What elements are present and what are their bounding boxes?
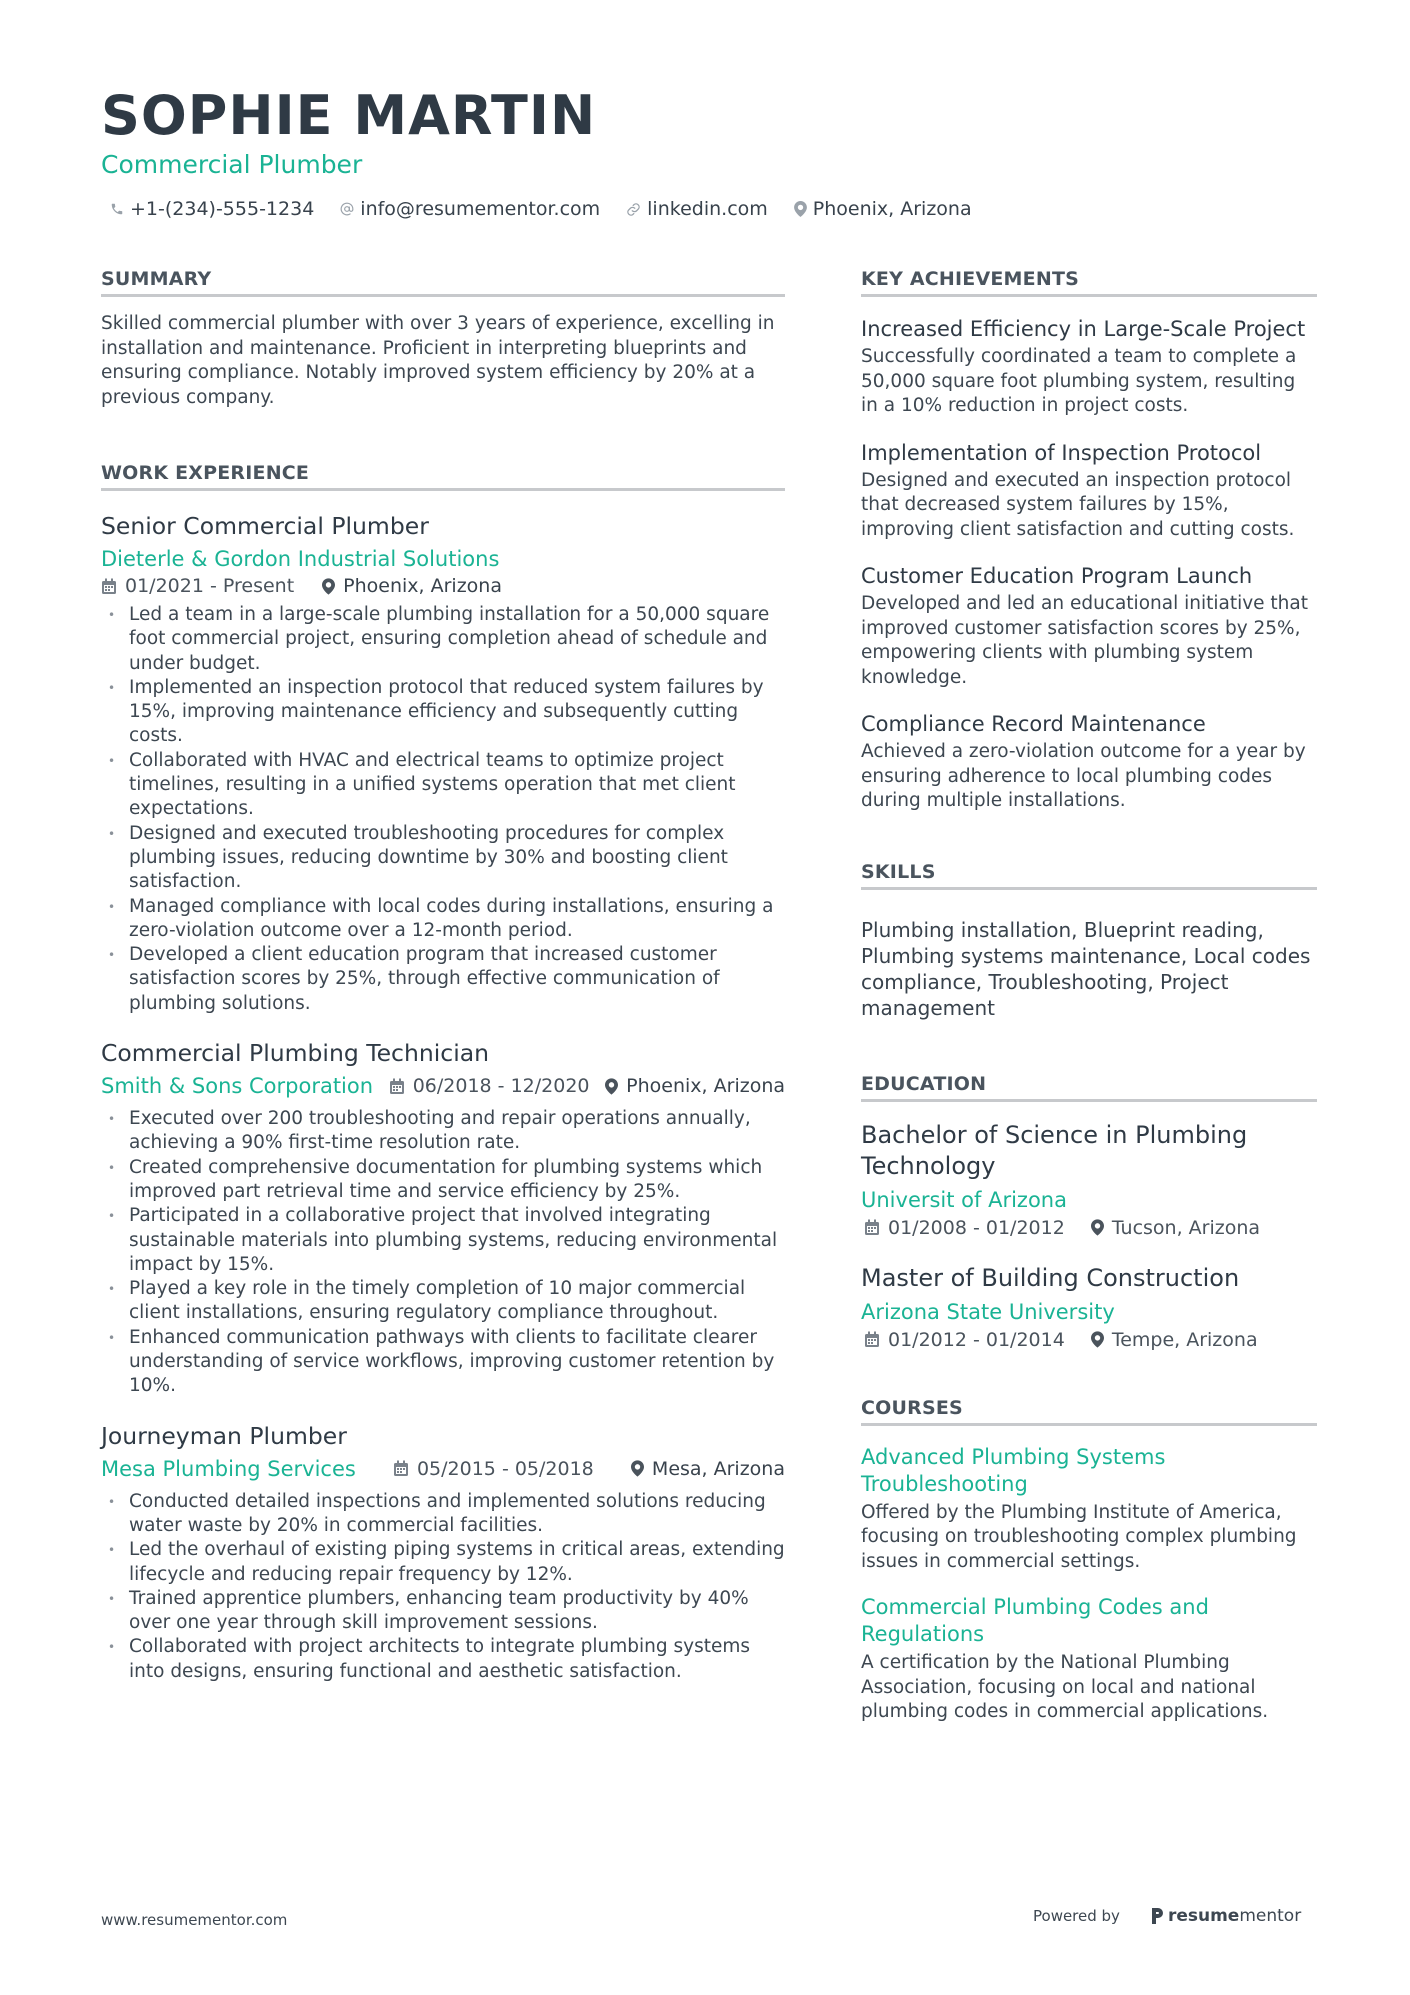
phone-text: +1-(234)-555-1234 (130, 198, 315, 220)
degree-title: Bachelor of Science in Plumbing Technology (861, 1120, 1248, 1180)
education-item (861, 1263, 1317, 1351)
contact-bar (110, 198, 998, 220)
map-pin-icon (1091, 1331, 1104, 1348)
education-dates-text: 01/2008 - 01/2012 (888, 1216, 1065, 1239)
job-entry (101, 1421, 785, 1684)
job-dates (393, 1458, 594, 1480)
bullet-item: • Participated in a collaborative project that involved integrating sustainable materials into plumbing systems, reducing environmental impact by 15%. (101, 1204, 785, 1277)
education-meta (861, 1217, 1317, 1239)
achievement-title: Increased Efficiency in Large-Scale Project (861, 317, 1306, 341)
calendar-icon (101, 578, 117, 595)
contact-linkedin[interactable] (626, 198, 768, 220)
resumementor-logo-icon (1150, 1906, 1164, 1926)
achievement-title: Implementation of Inspection Protocol (861, 440, 1262, 465)
brand-bold: resume (1167, 1906, 1240, 1926)
courses-heading: COURSES (861, 1397, 1317, 1426)
course-item (861, 1444, 1317, 1575)
course-title: Advanced Plumbing Systems Troubleshooting (861, 1444, 1166, 1496)
education-dates-text: 01/2012 - 01/2014 (888, 1328, 1065, 1351)
course-item (861, 1594, 1317, 1725)
bullet-item: • Led a team in a large-scale plumbing installation for a 50,000 square foot commercial project, ensuring completion ahead of schedule and under budget. (101, 603, 785, 676)
job-location (322, 575, 502, 597)
map-pin-icon (631, 1460, 644, 1477)
courses-section (861, 1397, 1317, 1725)
achievement-text: Designed and executed an inspection protocol that decreased system failures by 15%, improving client satisfaction and cutting costs. (861, 469, 1295, 540)
company-name: Dieterle & Gordon Industrial Solutions (101, 547, 500, 571)
key-achievements-heading: KEY ACHIEVEMENTS (861, 268, 1317, 297)
degree-title: Master of Building Construction (861, 1263, 1240, 1292)
company-name: Mesa Plumbing Services (101, 1456, 356, 1481)
skills-heading: SKILLS (861, 861, 1317, 890)
job-title: Commercial Plumbing Technician (101, 1039, 490, 1068)
job-meta (101, 575, 785, 597)
at-icon (340, 202, 354, 216)
course-title: Commercial Plumbing Codes and Regulations (861, 1595, 1209, 1646)
job-meta (101, 1071, 785, 1101)
education-location-text: Tempe, Arizona (1111, 1328, 1258, 1351)
job-title: Senior Commercial Plumber (101, 512, 429, 540)
work-experience-heading: WORK EXPERIENCE (101, 462, 785, 491)
brand-logo[interactable] (1150, 1906, 1301, 1926)
powered-by-label: Powered by (1033, 1907, 1120, 1925)
skills-text: Plumbing installation, Blueprint reading, Plumbing systems maintenance, Local codes compliance, Troubleshooting, Project management (861, 917, 1311, 1020)
achievement-text: Achieved a zero-violation outcome for a year by ensuring adherence to local plumbing codes during multiple installations. (861, 741, 1306, 811)
education-heading: EDUCATION (861, 1073, 1317, 1102)
job-dates-text: 06/2018 - 12/2020 (412, 1075, 590, 1098)
calendar-icon (393, 1460, 409, 1477)
education-dates (861, 1217, 1065, 1239)
company-name: Smith & Sons Corporation (101, 1074, 374, 1099)
education-location (1091, 1329, 1258, 1351)
email-text: info@resumementor.com (360, 198, 601, 220)
right-column (861, 268, 1317, 1725)
left-column (101, 268, 785, 1684)
job-entry (101, 1038, 785, 1399)
job-location (605, 1075, 785, 1097)
job-dates (101, 575, 294, 597)
bullet-item: • Collaborated with project architects to integrate plumbing systems into designs, ensuring functional and aesthetic satisfaction. (101, 1635, 785, 1684)
bullet-item: • Developed a client education program that increased customer satisfaction scores by 25%, through effective communication of plumbing solutions. (101, 943, 785, 1016)
job-location-text: Phoenix, Arizona (626, 1075, 785, 1098)
map-pin-icon (794, 201, 807, 217)
bullet-item: • Created comprehensive documentation for plumbing systems which improved part retrieval time and service efficiency by 25%. (101, 1156, 785, 1205)
contact-email[interactable] (340, 198, 600, 220)
course-text: A certification by the National Plumbing Association, focusing on local and national plumbing codes in commercial applications. (861, 1652, 1269, 1722)
job-location (631, 1458, 785, 1480)
brand-light: mentor (1239, 1906, 1302, 1926)
achievement-item (861, 562, 1317, 690)
bullet-item: • Led the overhaul of existing piping systems in critical areas, extending lifecycle and reducing repair frequency by 12%. (101, 1538, 785, 1587)
job-bullets (101, 603, 785, 1016)
school-name: Universit of Arizona (861, 1187, 1067, 1212)
job-bullets (101, 1107, 785, 1399)
candidate-name: SOPHIE MARTIN (101, 84, 597, 147)
calendar-icon (864, 1331, 880, 1348)
summary-text: Skilled commercial plumber with over 3 years of experience, excelling in installation and maintenance. Proficient in interpreting blueprints and ensuring compliance. Notably improved system efficiency by 20% at a previous company. (101, 313, 775, 408)
skills-section (861, 861, 1317, 1021)
bullet-item: • Managed compliance with local codes during installations, ensuring a zero-violation outcome over a 12-month period. (101, 895, 785, 944)
link-icon (626, 202, 641, 217)
candidate-title: Commercial Plumber (101, 150, 363, 179)
job-title: Journeyman Plumber (101, 1421, 347, 1450)
achievement-item (861, 710, 1317, 814)
bullet-item: • Enhanced communication pathways with clients to facilitate clearer understanding of service workflows, improving customer retention by 10%. (101, 1326, 785, 1399)
school-name: Arizona State University (861, 1299, 1115, 1324)
education-section (861, 1073, 1317, 1351)
education-dates (861, 1329, 1065, 1351)
education-meta (861, 1329, 1317, 1351)
achievement-title: Compliance Record Maintenance (861, 712, 1206, 736)
education-location-text: Tucson, Arizona (1111, 1216, 1261, 1239)
job-location-text: Phoenix, Arizona (343, 575, 502, 597)
location-text: Phoenix, Arizona (812, 198, 972, 220)
footer-powered (1033, 1906, 1301, 1926)
job-meta (101, 1454, 785, 1484)
work-experience-section (101, 462, 785, 1684)
calendar-icon (389, 1078, 405, 1095)
course-text: Offered by the Plumbing Institute of America, focusing on troubleshooting complex plumbing issues in commercial settings. (861, 1501, 1297, 1572)
calendar-icon (864, 1219, 880, 1236)
bullet-item: • Trained apprentice plumbers, enhancing team productivity by 40% over one year through skill improvement sessions. (101, 1587, 785, 1636)
map-pin-icon (322, 578, 335, 595)
map-pin-icon (1091, 1219, 1104, 1236)
linkedin-text: linkedin.com (647, 198, 768, 220)
achievement-item (861, 439, 1317, 543)
achievement-text: Successfully coordinated a team to complete a 50,000 square foot plumbing system, resulting in a 10% reduction in project costs. (861, 346, 1297, 416)
achievement-title: Customer Education Program Launch (861, 564, 1253, 588)
education-item (861, 1120, 1317, 1239)
bullet-item: • Executed over 200 troubleshooting and repair operations annually, achieving a 90% first-time resolution rate. (101, 1107, 785, 1156)
bullet-item: • Implemented an inspection protocol that reduced system failures by 15%, improving maintenance efficiency and subsequently cutting costs. (101, 676, 785, 749)
education-location (1091, 1217, 1260, 1239)
key-achievements-section (861, 268, 1317, 814)
job-dates-text: 01/2021 - Present (125, 575, 295, 597)
map-pin-icon (605, 1078, 618, 1095)
job-dates-text: 05/2015 - 05/2018 (416, 1457, 594, 1480)
bullet-item: • Collaborated with HVAC and electrical teams to optimize project timelines, resulting in a unified systems operation that met client expectations. (101, 749, 785, 822)
summary-heading: SUMMARY (101, 268, 785, 297)
contact-location (794, 198, 972, 220)
job-dates (389, 1075, 590, 1097)
footer-website[interactable]: www.resumementor.com (101, 1911, 288, 1929)
bullet-item: • Conducted detailed inspections and implemented solutions reducing water waste by 20% in commercial facilities. (101, 1490, 785, 1539)
summary-section (101, 268, 785, 410)
achievement-text: Developed and led an educational initiative that improved customer satisfaction scores by 25%, empowering clients with plumbing system knowledge. (861, 593, 1308, 688)
job-location-text: Mesa, Arizona (651, 1457, 785, 1480)
contact-phone (110, 198, 314, 220)
bullet-item: • Played a key role in the timely completion of 10 major commercial client installations, ensuring regulatory compliance throughout. (101, 1277, 785, 1326)
job-entry (101, 511, 785, 1016)
job-bullets (101, 1490, 785, 1684)
achievement-item (861, 315, 1317, 419)
bullet-item: • Designed and executed troubleshooting procedures for complex plumbing issues, reducing downtime by 30% and boosting client satisfaction. (101, 822, 785, 895)
phone-icon (110, 202, 124, 216)
